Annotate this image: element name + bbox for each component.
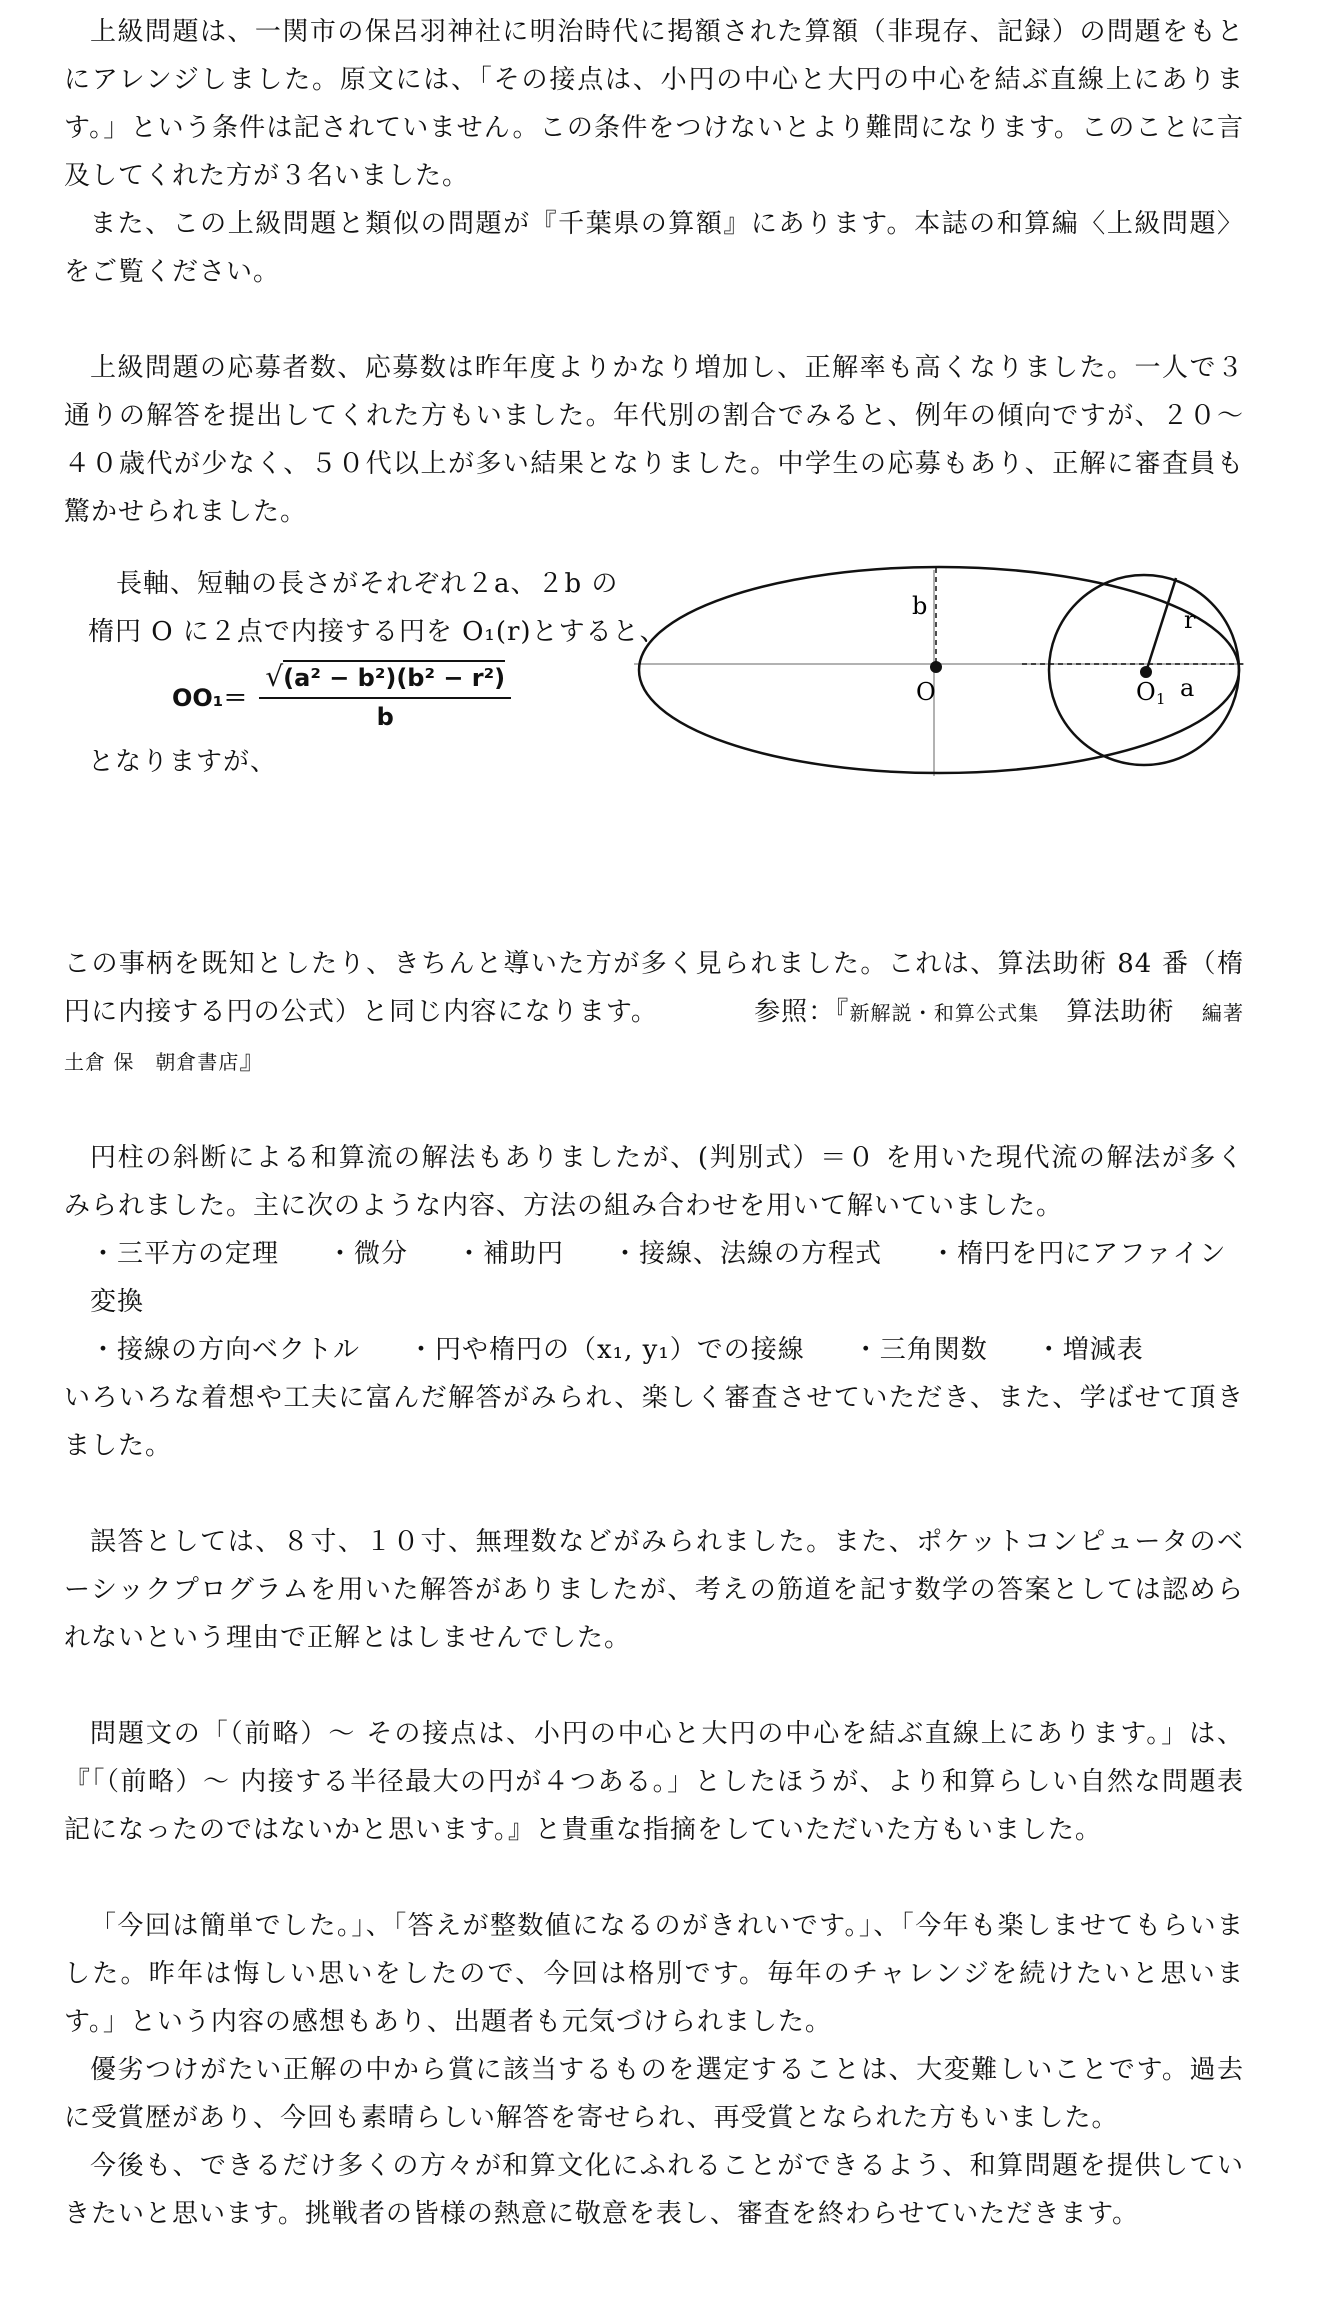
paragraph-feedback: 「今回は簡単でした。」、「答えが整数値になるのがきれいです。」、「今年も楽しませてもらいました。昨年は悔しい思いをしたので、今回は格別です。毎年のチャレンジを続けたいと思います。」という内容の感想もあり、出題者も元気づけられました。 xyxy=(64,1911,1244,2037)
radius-line xyxy=(1146,578,1176,672)
method-item: ・接線の方向ベクトル xyxy=(90,1335,361,1365)
method-item: ・増減表 xyxy=(1035,1335,1144,1365)
method-item: ・接線、法線の方程式 xyxy=(612,1239,883,1269)
center-o1-point xyxy=(1140,666,1152,678)
oo1-formula xyxy=(172,660,511,731)
paragraph-solution-methods: 円柱の斜断による和算流の解法もありましたが、(判別式）＝０ を用いた現代流の解法が多くみられました。主に次のような内容、方法の組み合わせを用いて解いていました。 xyxy=(64,1143,1244,1221)
ellipse-formula-section xyxy=(64,560,1244,940)
reference-title: 算法助術 xyxy=(1066,997,1175,1027)
paragraph-problem-wording: 問題文の「（前略）～ その接点は、小円の中心と大円の中心を結ぶ直線上にあります。」は、『「（前略）～ 内接する半径最大の円が４つある。」としたほうが、より和算らしい自然な問題表記になったのではないかと思います。』と貴重な指摘をしていただいた方もいました。 xyxy=(64,1719,1244,1845)
paragraph-wrong-answers: 誤答としては、８寸、１０寸、無理数などがみられました。また、ポケットコンピュータのベーシックプログラムを用いた解答がありましたが、考えの筋道を記す数学の答案としては認められないという理由で正解とはしませんでした。 xyxy=(64,1527,1244,1653)
sqrt-icon: √ xyxy=(265,660,284,693)
reference-book: 新解説・和算公式集 xyxy=(849,1001,1040,1025)
reference-prefix: 参照：『 xyxy=(753,997,850,1027)
paragraph-similar-problem: また、この上級問題と類似の問題が『千葉県の算額』にあります。本誌の和算編〈上級問題〉をご覧ください。 xyxy=(64,209,1244,287)
method-list-1 xyxy=(64,1230,1244,1326)
label-a: a xyxy=(1180,674,1195,702)
method-item: ・楕円を円にアファイン変換 xyxy=(90,1239,1227,1317)
paragraph-problem-origin: 上級問題は、一関市の保呂羽神社に明治時代に掲額された算額（非現存、記録）の問題をもとにアレンジしました。原文には、「その接点は、小円の中心と大円の中心を結ぶ直線上にあります。」という条件は記されていません。この条件をつけないとより難問になります。このことに言及してくれた方が３名いました。 xyxy=(64,17,1244,191)
formula-lhs: OO₁＝ xyxy=(172,684,248,712)
method-item: ・三平方の定理 xyxy=(90,1239,280,1269)
label-r: r xyxy=(1184,606,1196,634)
formula-fraction xyxy=(259,660,511,731)
ellipse-diagram xyxy=(634,560,1244,810)
label-o: O xyxy=(916,678,936,706)
method-item: ・三角関数 xyxy=(852,1335,988,1365)
formula-known-text: この事柄を既知としたり、きちんと導いた方が多く見られました。これは、算法助術 84 番（楕円に内接する円の公式）と同じ内容になります。 xyxy=(64,949,1244,1027)
ellipse-text-line-1: 長軸、短軸の長さがそれぞれ２a、２b の xyxy=(116,569,619,599)
ellipse-text-after: となりますが、 xyxy=(88,747,278,777)
formula-numerator xyxy=(259,660,511,699)
label-o1: O xyxy=(1136,678,1156,706)
formula-denominator: b xyxy=(376,703,394,731)
formula-radicand: (a² − b²)(b² − r²) xyxy=(283,660,505,692)
reference-suffix: 』 xyxy=(239,1046,267,1076)
paragraph-applicants: 上級問題の応募者数、応募数は昨年度よりかなり増加し、正解率も高くなりました。一人で３通りの解答を提出してくれた方もいました。年代別の割合でみると、例年の傾向ですが、２０～４０歳代が少なく、５０代以上が多い結果となりました。中学生の応募もあり、正解に審査員も驚かせられました。 xyxy=(64,353,1244,527)
method-item: ・円や楕円の（x₁, y₁）での接線 xyxy=(408,1335,805,1365)
reference-author: 編著 土倉 保 朝倉書店 xyxy=(64,1001,1265,1074)
paragraph-impressions: いろいろな着想や工夫に富んだ解答がみられ、楽しく審査させていただき、また、学ばせて頂きました。 xyxy=(64,1383,1244,1461)
label-o1-sub: 1 xyxy=(1156,690,1166,708)
document-page xyxy=(64,8,1265,2238)
paragraph-award-selection: 優劣つけがたい正解の中から賞に該当するものを選定することは、大変難しいことです。過去に受賞歴があり、今回も素晴らしい解答を寄せられ、再受賞となられた方もいました。 xyxy=(64,2055,1244,2133)
paragraph-formula-known xyxy=(64,940,1265,1086)
label-b: b xyxy=(912,592,928,620)
method-item: ・微分 xyxy=(327,1239,409,1269)
paragraph-closing: 今後も、できるだけ多くの方々が和算文化にふれることができるよう、和算問題を提供していきたいと思います。挑戦者の皆様の熱意に敬意を表し、審査を終わらせていただきます。 xyxy=(64,2151,1244,2229)
method-list-2 xyxy=(64,1326,1244,1374)
center-o-point xyxy=(930,661,942,673)
ellipse-text-line-2: 楕円 O に２点で内接する円を O₁(r)とすると、 xyxy=(88,617,667,647)
method-item: ・補助円 xyxy=(456,1239,565,1269)
